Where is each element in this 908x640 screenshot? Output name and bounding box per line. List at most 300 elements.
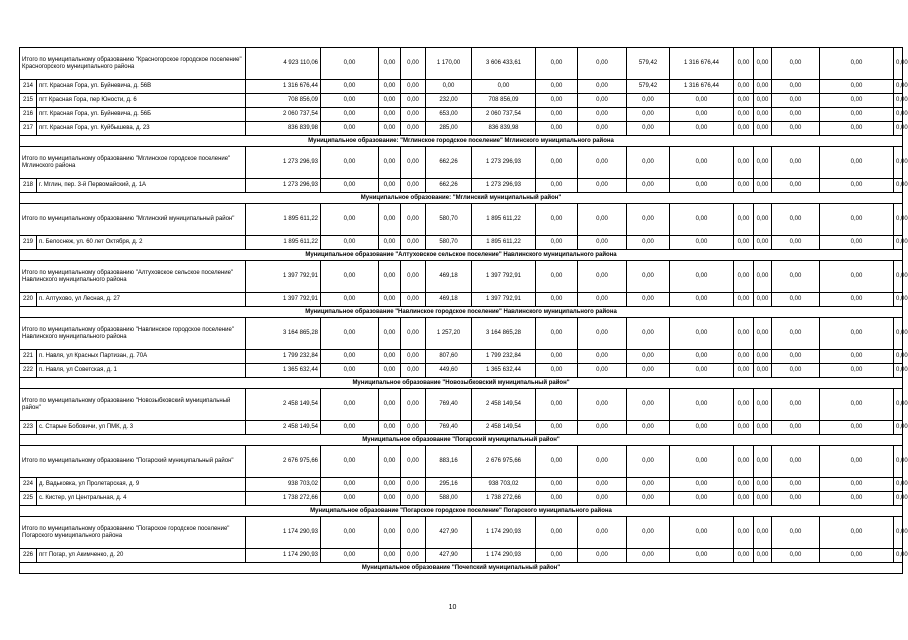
value-cell: 2 458 149,54 — [472, 421, 536, 435]
value-cell: 0,00 — [754, 80, 772, 94]
value-cell: 807,60 — [426, 350, 472, 364]
value-cell: 708 856,09 — [472, 94, 536, 108]
value-cell: 0,00 — [772, 492, 820, 506]
value-cell: 0,00 — [627, 517, 670, 549]
value-cell: 0,00 — [820, 318, 894, 350]
value-cell: 0,00 — [894, 421, 903, 435]
value-cell: 0,00 — [754, 492, 772, 506]
value-cell: 0,00 — [734, 364, 754, 378]
value-cell: 0,00 — [772, 318, 820, 350]
value-cell: 0,00 — [379, 446, 401, 478]
value-cell: 3 606 433,61 — [472, 48, 536, 80]
value-cell: 0,00 — [578, 492, 627, 506]
value-cell: 1 895 611,22 — [246, 204, 321, 236]
value-cell: 0,00 — [894, 492, 903, 506]
value-cell: 1 174 290,93 — [246, 517, 321, 549]
value-cell: 0,00 — [627, 549, 670, 563]
value-cell: 0,00 — [536, 179, 578, 193]
value-cell: 0,00 — [321, 94, 379, 108]
value-cell: 1 397 792,91 — [472, 261, 536, 293]
value-cell: 0,00 — [772, 236, 820, 250]
section-title: Муниципальное образование: "Мглинский муниципальный район" — [20, 193, 903, 204]
value-cell: 0,00 — [321, 261, 379, 293]
value-cell: 2 060 737,54 — [472, 108, 536, 122]
value-cell: 0,00 — [734, 293, 754, 307]
value-cell: 0,00 — [754, 318, 772, 350]
value-cell: 836 839,98 — [472, 122, 536, 136]
value-cell: 938 703,02 — [472, 478, 536, 492]
value-cell: 0,00 — [379, 549, 401, 563]
value-cell: 0,00 — [426, 80, 472, 94]
value-cell: 0,00 — [401, 94, 426, 108]
value-cell: 0,00 — [578, 389, 627, 421]
value-cell: 0,00 — [734, 236, 754, 250]
value-cell: 0,00 — [670, 446, 734, 478]
value-cell: 0,00 — [772, 108, 820, 122]
value-cell: 0,00 — [754, 261, 772, 293]
value-cell: 0,00 — [321, 108, 379, 122]
value-cell: 0,00 — [894, 122, 903, 136]
value-cell: 0,00 — [321, 179, 379, 193]
value-cell: 0,00 — [536, 122, 578, 136]
value-cell: 1 174 290,93 — [472, 549, 536, 563]
value-cell: 0,00 — [754, 293, 772, 307]
value-cell: 1 316 676,44 — [246, 80, 321, 94]
value-cell: 0,00 — [536, 108, 578, 122]
value-cell: 0,00 — [894, 236, 903, 250]
value-cell: 0,00 — [772, 204, 820, 236]
value-cell: 0,00 — [321, 204, 379, 236]
value-cell: 0,00 — [627, 94, 670, 108]
value-cell: 0,00 — [754, 421, 772, 435]
value-cell: 1 895 611,22 — [472, 204, 536, 236]
value-cell: 1 365 632,44 — [472, 364, 536, 378]
value-cell: 0,00 — [772, 179, 820, 193]
value-cell: 0,00 — [321, 517, 379, 549]
value-cell: 0,00 — [536, 549, 578, 563]
value-cell: 1 316 676,44 — [670, 48, 734, 80]
row-number: 224 — [20, 478, 37, 492]
section-title: Муниципальное образование "Новозыбковский муниципальный район" — [20, 378, 903, 389]
value-cell: 0,00 — [820, 389, 894, 421]
value-cell: 0,00 — [627, 478, 670, 492]
value-cell: 1 316 676,44 — [670, 80, 734, 94]
value-cell: 0,00 — [627, 421, 670, 435]
value-cell: 3 164 865,28 — [246, 318, 321, 350]
subtotal-row — [20, 48, 903, 80]
value-cell: 0,00 — [379, 48, 401, 80]
section-header-row — [20, 250, 903, 261]
value-cell: 0,00 — [578, 318, 627, 350]
value-cell: 0,00 — [379, 261, 401, 293]
value-cell: 0,00 — [321, 492, 379, 506]
value-cell: 1 397 792,91 — [472, 293, 536, 307]
address-cell: д. Вадьковка, ул Пролетарская, д. 9 — [37, 478, 246, 492]
value-cell: 0,00 — [536, 94, 578, 108]
address-cell: г. Мглин, пер. 3-й Первомайский, д. 1А — [37, 179, 246, 193]
value-cell: 0,00 — [894, 48, 903, 80]
value-cell: 0,00 — [772, 80, 820, 94]
value-cell: 0,00 — [578, 94, 627, 108]
value-cell: 0,00 — [401, 122, 426, 136]
row-number: 215 — [20, 94, 37, 108]
document-page — [19, 47, 908, 574]
address-cell: пгт Погар, ул Акимченко, д. 20 — [37, 549, 246, 563]
value-cell: 1 365 632,44 — [246, 364, 321, 378]
value-cell: 588,00 — [426, 492, 472, 506]
value-cell: 0,00 — [894, 549, 903, 563]
section-title: Муниципальное образование "Погарский муниципальный район" — [20, 435, 903, 446]
value-cell: 1 799 232,84 — [246, 350, 321, 364]
value-cell: 0,00 — [379, 350, 401, 364]
value-cell: 0,00 — [578, 261, 627, 293]
subtotal-label: Итого по муниципальному образованию "Мглинское городское поселение" Мглинского района — [20, 147, 246, 179]
value-cell: 0,00 — [670, 108, 734, 122]
value-cell: 0,00 — [670, 204, 734, 236]
section-header-row — [20, 307, 903, 318]
value-cell: 285,00 — [426, 122, 472, 136]
address-cell: пгт Красная Гора, пер Юности, д. 6 — [37, 94, 246, 108]
value-cell: 0,00 — [401, 147, 426, 179]
value-cell: 0,00 — [321, 421, 379, 435]
value-cell: 0,00 — [670, 261, 734, 293]
value-cell: 469,18 — [426, 261, 472, 293]
address-cell: п. Алтухово, ул Лесная, д. 27 — [37, 293, 246, 307]
value-cell: 0,00 — [820, 478, 894, 492]
table-row — [20, 364, 903, 378]
value-cell: 0,00 — [379, 492, 401, 506]
value-cell: 0,00 — [670, 478, 734, 492]
value-cell: 0,00 — [401, 350, 426, 364]
value-cell: 0,00 — [772, 421, 820, 435]
address-cell: п. Навля, ул Красных Партизан, д. 70А — [37, 350, 246, 364]
value-cell: 0,00 — [820, 421, 894, 435]
value-cell: 0,00 — [536, 421, 578, 435]
value-cell: 0,00 — [578, 147, 627, 179]
value-cell: 0,00 — [894, 478, 903, 492]
value-cell: 0,00 — [772, 364, 820, 378]
address-cell: с. Старые Бобовичи, ул ПМК, д. 3 — [37, 421, 246, 435]
value-cell: 0,00 — [401, 446, 426, 478]
value-cell: 0,00 — [321, 236, 379, 250]
value-cell: 2 458 149,54 — [472, 389, 536, 421]
value-cell: 0,00 — [820, 293, 894, 307]
value-cell: 0,00 — [754, 446, 772, 478]
value-cell: 883,16 — [426, 446, 472, 478]
value-cell: 0,00 — [772, 389, 820, 421]
value-cell: 0,00 — [536, 236, 578, 250]
value-cell: 2 458 149,54 — [246, 421, 321, 435]
value-cell: 0,00 — [772, 94, 820, 108]
value-cell: 0,00 — [578, 48, 627, 80]
value-cell: 0,00 — [321, 80, 379, 94]
value-cell: 0,00 — [627, 364, 670, 378]
value-cell: 0,00 — [754, 204, 772, 236]
value-cell: 0,00 — [578, 122, 627, 136]
value-cell: 232,00 — [426, 94, 472, 108]
value-cell: 0,00 — [401, 364, 426, 378]
row-number: 223 — [20, 421, 37, 435]
address-cell: пгт. Красная Гора, ул. Куйбышева, д. 23 — [37, 122, 246, 136]
value-cell: 2 458 149,54 — [246, 389, 321, 421]
value-cell: 0,00 — [379, 517, 401, 549]
value-cell: 0,00 — [536, 147, 578, 179]
subtotal-row — [20, 318, 903, 350]
value-cell: 0,00 — [754, 108, 772, 122]
value-cell: 938 703,02 — [246, 478, 321, 492]
value-cell: 0,00 — [379, 389, 401, 421]
value-cell: 0,00 — [734, 492, 754, 506]
value-cell: 0,00 — [379, 108, 401, 122]
value-cell: 0,00 — [734, 389, 754, 421]
value-cell: 0,00 — [321, 318, 379, 350]
value-cell: 0,00 — [670, 389, 734, 421]
value-cell: 0,00 — [578, 364, 627, 378]
value-cell: 0,00 — [578, 350, 627, 364]
section-title: Муниципальное образование "Погарское городское поселение" Погарского муниципального района — [20, 506, 903, 517]
value-cell: 0,00 — [578, 293, 627, 307]
value-cell: 4 923 110,06 — [246, 48, 321, 80]
row-number: 216 — [20, 108, 37, 122]
value-cell: 1 174 290,93 — [472, 517, 536, 549]
value-cell: 0,00 — [772, 122, 820, 136]
value-cell: 0,00 — [894, 108, 903, 122]
value-cell: 0,00 — [670, 492, 734, 506]
value-cell: 0,00 — [894, 389, 903, 421]
value-cell: 580,70 — [426, 236, 472, 250]
value-cell: 0,00 — [578, 446, 627, 478]
value-cell: 0,00 — [578, 421, 627, 435]
value-cell: 0,00 — [894, 147, 903, 179]
value-cell: 662,26 — [426, 147, 472, 179]
value-cell: 0,00 — [321, 48, 379, 80]
value-cell: 0,00 — [754, 350, 772, 364]
value-cell: 0,00 — [772, 478, 820, 492]
value-cell: 0,00 — [578, 236, 627, 250]
value-cell: 0,00 — [536, 492, 578, 506]
value-cell: 0,00 — [536, 204, 578, 236]
value-cell: 0,00 — [754, 478, 772, 492]
value-cell: 0,00 — [379, 364, 401, 378]
value-cell: 0,00 — [536, 517, 578, 549]
value-cell: 0,00 — [894, 517, 903, 549]
value-cell: 1 273 296,93 — [246, 147, 321, 179]
value-cell: 1 895 611,22 — [246, 236, 321, 250]
value-cell: 0,00 — [578, 549, 627, 563]
value-cell: 0,00 — [670, 147, 734, 179]
section-header-row — [20, 563, 903, 574]
value-cell: 1 397 792,91 — [246, 261, 321, 293]
value-cell: 0,00 — [321, 364, 379, 378]
value-cell: 0,00 — [379, 421, 401, 435]
value-cell: 0,00 — [754, 179, 772, 193]
value-cell: 0,00 — [379, 478, 401, 492]
address-cell: п. Навля, ул Советская, д. 1 — [37, 364, 246, 378]
value-cell: 0,00 — [894, 446, 903, 478]
value-cell: 0,00 — [379, 94, 401, 108]
address-cell: пгт. Красная Гора, ул. Буйневича, д. 56Б — [37, 108, 246, 122]
row-number: 217 — [20, 122, 37, 136]
section-header-row — [20, 506, 903, 517]
value-cell: 0,00 — [536, 478, 578, 492]
value-cell: 0,00 — [772, 48, 820, 80]
value-cell: 0,00 — [379, 179, 401, 193]
section-header-row — [20, 193, 903, 204]
value-cell: 0,00 — [734, 204, 754, 236]
value-cell: 295,16 — [426, 478, 472, 492]
section-title: Муниципальное образование "Почепский муниципальный район" — [20, 563, 903, 574]
value-cell: 3 164 865,28 — [472, 318, 536, 350]
value-cell: 769,40 — [426, 389, 472, 421]
page-number: 10 — [448, 604, 457, 611]
value-cell: 0,00 — [578, 517, 627, 549]
value-cell: 0,00 — [894, 261, 903, 293]
table-row — [20, 350, 903, 364]
value-cell: 0,00 — [578, 80, 627, 94]
row-number: 225 — [20, 492, 37, 506]
value-cell: 0,00 — [401, 549, 426, 563]
row-number: 226 — [20, 549, 37, 563]
value-cell: 0,00 — [894, 179, 903, 193]
value-cell: 0,00 — [734, 147, 754, 179]
value-cell: 1 738 272,66 — [472, 492, 536, 506]
value-cell: 0,00 — [820, 94, 894, 108]
value-cell: 0,00 — [734, 48, 754, 80]
value-cell: 0,00 — [734, 94, 754, 108]
value-cell: 1 273 296,93 — [246, 179, 321, 193]
value-cell: 0,00 — [401, 179, 426, 193]
value-cell: 0,00 — [321, 446, 379, 478]
value-cell: 0,00 — [536, 48, 578, 80]
value-cell: 0,00 — [670, 421, 734, 435]
subtotal-label: Итого по муниципальному образованию "Красногорское городское поселение" Красногорского муниципального района — [20, 48, 246, 80]
value-cell: 0,00 — [820, 261, 894, 293]
value-cell: 0,00 — [536, 350, 578, 364]
value-cell: 0,00 — [321, 122, 379, 136]
subtotal-label: Итого по муниципальному образованию "Мглинский муниципальный район" — [20, 204, 246, 236]
value-cell: 427,90 — [426, 517, 472, 549]
address-cell: пгт. Красная Гора, ул. Буйневича, д. 56В — [37, 80, 246, 94]
value-cell: 0,00 — [670, 122, 734, 136]
table-row — [20, 179, 903, 193]
value-cell: 0,00 — [820, 147, 894, 179]
value-cell: 0,00 — [401, 517, 426, 549]
value-cell: 0,00 — [627, 350, 670, 364]
value-cell: 0,00 — [734, 517, 754, 549]
value-cell: 0,00 — [820, 236, 894, 250]
value-cell: 0,00 — [670, 236, 734, 250]
value-cell: 0,00 — [401, 204, 426, 236]
value-cell: 1 738 272,66 — [246, 492, 321, 506]
value-cell: 0,00 — [754, 549, 772, 563]
value-cell: 0,00 — [401, 389, 426, 421]
value-cell: 0,00 — [536, 80, 578, 94]
value-cell: 2 676 975,66 — [246, 446, 321, 478]
value-cell: 0,00 — [321, 147, 379, 179]
value-cell: 579,42 — [627, 80, 670, 94]
value-cell: 0,00 — [820, 492, 894, 506]
value-cell: 653,00 — [426, 108, 472, 122]
value-cell: 0,00 — [772, 517, 820, 549]
value-cell: 0,00 — [627, 204, 670, 236]
value-cell: 579,42 — [627, 48, 670, 80]
value-cell: 0,00 — [670, 350, 734, 364]
value-cell: 0,00 — [536, 318, 578, 350]
value-cell: 0,00 — [627, 389, 670, 421]
value-cell: 0,00 — [536, 293, 578, 307]
value-cell: 0,00 — [401, 478, 426, 492]
section-header-row — [20, 136, 903, 147]
value-cell: 0,00 — [820, 517, 894, 549]
value-cell: 0,00 — [536, 364, 578, 378]
table-row — [20, 94, 903, 108]
section-header-row — [20, 378, 903, 389]
value-cell: 427,90 — [426, 549, 472, 563]
value-cell: 0,00 — [734, 108, 754, 122]
value-cell: 0,00 — [820, 446, 894, 478]
value-cell: 0,00 — [379, 236, 401, 250]
value-cell: 0,00 — [401, 492, 426, 506]
value-cell: 0,00 — [894, 80, 903, 94]
value-cell: 469,18 — [426, 293, 472, 307]
value-cell: 0,00 — [894, 204, 903, 236]
value-cell: 0,00 — [578, 478, 627, 492]
value-cell: 0,00 — [379, 122, 401, 136]
value-cell: 1 895 611,22 — [472, 236, 536, 250]
value-cell: 0,00 — [754, 48, 772, 80]
value-cell: 0,00 — [627, 147, 670, 179]
value-cell: 0,00 — [754, 389, 772, 421]
value-cell: 0,00 — [772, 549, 820, 563]
value-cell: 0,00 — [754, 236, 772, 250]
value-cell: 0,00 — [401, 48, 426, 80]
table-row — [20, 236, 903, 250]
value-cell: 0,00 — [734, 446, 754, 478]
value-cell: 0,00 — [754, 122, 772, 136]
subtotal-row — [20, 261, 903, 293]
value-cell: 1 273 296,93 — [472, 179, 536, 193]
row-number: 220 — [20, 293, 37, 307]
value-cell: 0,00 — [820, 108, 894, 122]
value-cell: 0,00 — [670, 549, 734, 563]
subtotal-row — [20, 147, 903, 179]
value-cell: 0,00 — [734, 478, 754, 492]
value-cell: 0,00 — [734, 122, 754, 136]
address-cell: с. Кистер, ул Центральная, д. 4 — [37, 492, 246, 506]
value-cell: 0,00 — [670, 364, 734, 378]
section-title: Муниципальное образование "Навлинское городское поселение" Навлинского муниципального района — [20, 307, 903, 318]
value-cell: 1 257,20 — [426, 318, 472, 350]
value-cell: 0,00 — [820, 204, 894, 236]
subtotal-row — [20, 446, 903, 478]
value-cell: 769,40 — [426, 421, 472, 435]
value-cell: 0,00 — [772, 261, 820, 293]
value-cell: 1 174 290,93 — [246, 549, 321, 563]
value-cell: 0,00 — [536, 389, 578, 421]
value-cell: 0,00 — [627, 108, 670, 122]
value-cell: 0,00 — [670, 179, 734, 193]
row-number: 218 — [20, 179, 37, 193]
value-cell: 0,00 — [772, 147, 820, 179]
value-cell: 0,00 — [772, 446, 820, 478]
value-cell: 0,00 — [734, 261, 754, 293]
value-cell: 0,00 — [627, 492, 670, 506]
subtotal-label: Итого по муниципальному образованию "Погарский муниципальный район" — [20, 446, 246, 478]
value-cell: 0,00 — [894, 318, 903, 350]
value-cell: 0,00 — [734, 179, 754, 193]
value-cell: 0,00 — [627, 318, 670, 350]
value-cell: 0,00 — [894, 94, 903, 108]
